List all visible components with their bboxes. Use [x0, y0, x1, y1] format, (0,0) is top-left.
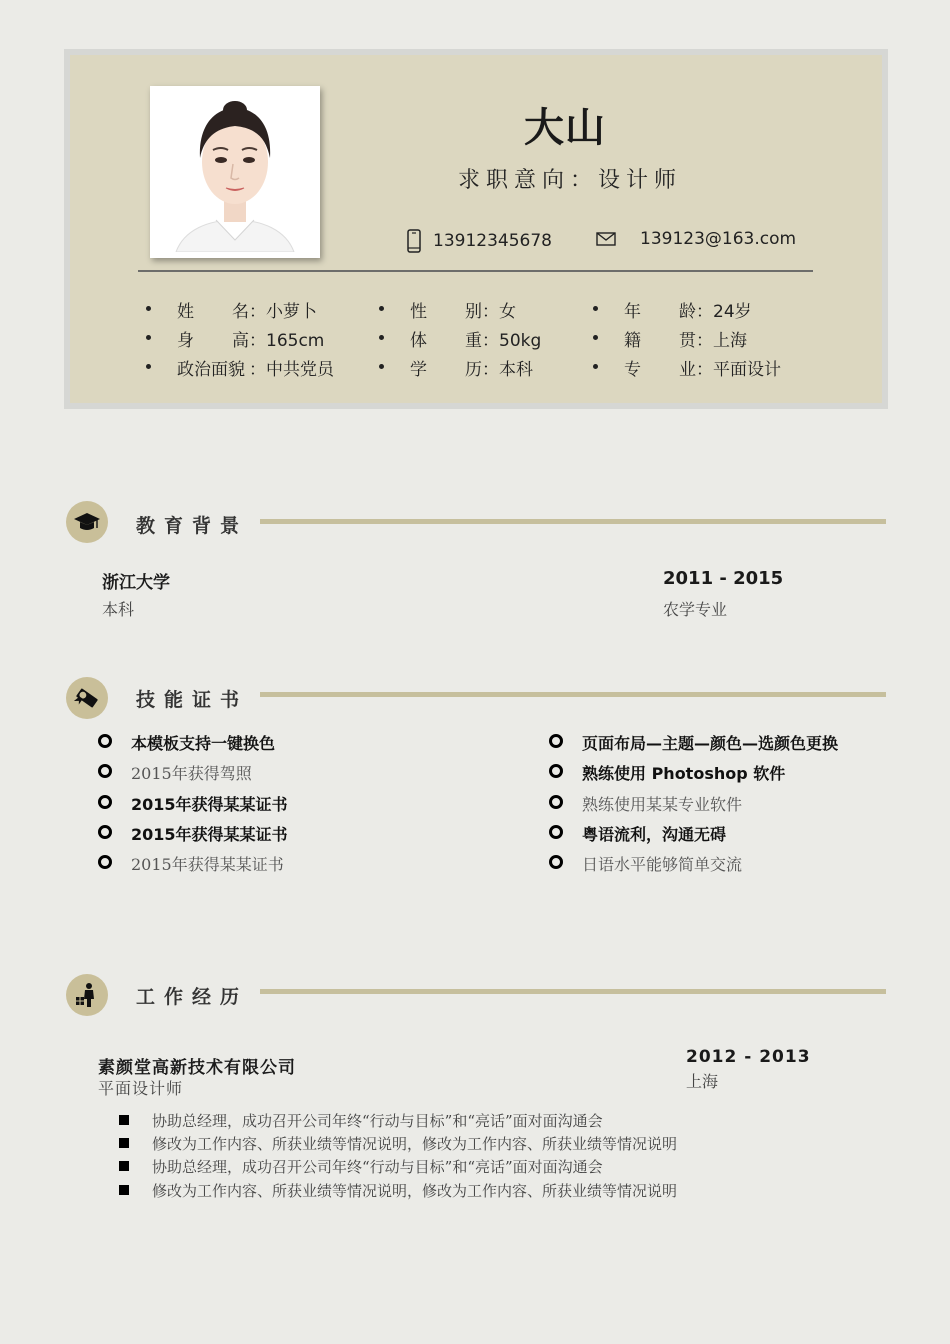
bullet-icon — [146, 335, 151, 340]
skill-text: 2015年获得某某证书 — [131, 855, 284, 874]
duty-item — [152, 1110, 603, 1131]
info-value: 小萝卜 — [266, 302, 317, 322]
skill-item — [582, 731, 838, 754]
skill-item — [131, 852, 284, 875]
duty-text: 修改为工作内容、所获业绩等情况说明，修改为工作内容、所获业绩等情况说明 — [152, 1135, 678, 1153]
square-bullet-icon — [119, 1115, 129, 1125]
skill-text: 熟练使用 Photoshop 软件 — [582, 764, 786, 783]
bullet-icon — [146, 306, 151, 311]
info-political: 政治面貌 ：中共党员 — [177, 355, 334, 380]
certificate-icon — [73, 684, 101, 712]
duty-text: 协助总经理，成功召开公司年终“行动与目标”和“亮话”面对面沟通会 — [152, 1112, 603, 1130]
bullet-icon — [593, 306, 598, 311]
skill-item — [582, 761, 785, 784]
skill-text: 2015年获得驾照 — [131, 764, 252, 783]
skill-text: 页面布局—主题—颜色—选颜色更换 — [582, 734, 839, 753]
info-label: 籍 贯 — [624, 331, 696, 351]
header-divider — [138, 270, 813, 272]
info-label: 性 别 — [410, 302, 482, 322]
work-period: 2012 - 2013 — [686, 1047, 811, 1067]
ring-bullet-icon — [549, 764, 563, 778]
email-contact — [596, 229, 796, 249]
duty-item — [152, 1156, 603, 1177]
info-label: 政治面貌 — [177, 360, 245, 380]
skill-text: 粤语流利，沟通无碍 — [582, 825, 727, 844]
work-title: 工作经历 — [136, 986, 249, 1008]
company-name: 素颜堂高新技术有限公司 — [98, 1058, 296, 1078]
skill-item — [582, 792, 742, 815]
info-label: 专 业 — [624, 360, 696, 380]
square-bullet-icon — [119, 1161, 129, 1171]
skill-item — [131, 761, 252, 784]
job-intent: 求职意向：设计师 — [457, 168, 682, 193]
info-label: 身 高 — [177, 331, 249, 351]
job-role: 平面设计师 — [98, 1079, 184, 1098]
ring-bullet-icon — [98, 795, 112, 809]
skills-section-icon — [66, 677, 108, 719]
info-name: 姓 名：小萝卜 — [177, 297, 317, 322]
education-section-icon — [66, 501, 108, 543]
education-major: 农学专业 — [663, 600, 728, 619]
info-value: 中共党员 — [266, 360, 334, 380]
phone-number: 13912345678 — [433, 231, 552, 251]
work-location: 上海 — [686, 1072, 719, 1091]
info-label: 年 龄 — [624, 302, 696, 322]
ring-bullet-icon — [98, 764, 112, 778]
work-section-icon — [66, 974, 108, 1016]
skill-text: 日语水平能够简单交流 — [582, 855, 743, 874]
ring-bullet-icon — [549, 855, 563, 869]
info-value: 165cm — [266, 331, 325, 351]
duty-item — [152, 1180, 677, 1201]
degree: 本科 — [102, 600, 135, 619]
education-period: 2011 - 2015 — [663, 568, 784, 589]
info-height: 身 高：165cm — [177, 326, 324, 351]
info-hometown: 籍 贯：上海 — [624, 326, 747, 351]
square-bullet-icon — [119, 1185, 129, 1195]
work-divider — [260, 989, 886, 994]
skill-item — [582, 852, 742, 875]
phone-contact — [405, 229, 552, 253]
candidate-name: 大山 — [524, 105, 606, 151]
skill-item — [131, 792, 288, 815]
skill-text: 熟练使用某某专业软件 — [582, 795, 743, 814]
skill-item — [582, 822, 726, 845]
skill-item — [131, 822, 288, 845]
bullet-icon — [593, 335, 598, 340]
bullet-icon — [146, 364, 151, 369]
ring-bullet-icon — [98, 825, 112, 839]
ring-bullet-icon — [549, 795, 563, 809]
skills-divider — [260, 692, 886, 697]
info-value: 上海 — [713, 331, 747, 351]
skill-text: 2015年获得某某证书 — [131, 825, 288, 844]
ring-bullet-icon — [549, 734, 563, 748]
info-value: 平面设计 — [713, 360, 781, 380]
mail-icon — [596, 232, 616, 246]
phone-icon — [405, 229, 423, 253]
info-education: 学 历：本科 — [410, 355, 533, 380]
ring-bullet-icon — [549, 825, 563, 839]
worker-icon — [73, 981, 101, 1009]
info-age: 年 龄：24岁 — [624, 297, 752, 322]
skill-text: 2015年获得某某证书 — [131, 795, 288, 814]
info-label: 学 历 — [410, 360, 482, 380]
skill-item — [131, 731, 275, 754]
info-value: 本科 — [499, 360, 533, 380]
info-label: 体 重 — [410, 331, 482, 351]
education-title: 教育背景 — [136, 515, 249, 537]
info-value: 24岁 — [713, 302, 752, 322]
portrait-image — [156, 92, 314, 252]
info-label: 姓 名 — [177, 302, 249, 322]
ring-bullet-icon — [98, 855, 112, 869]
bullet-icon — [379, 364, 384, 369]
info-value: 50kg — [499, 331, 542, 351]
bullet-icon — [379, 335, 384, 340]
info-major: 专 业：平面设计 — [624, 355, 781, 380]
square-bullet-icon — [119, 1138, 129, 1148]
info-weight: 体 重：50kg — [410, 326, 541, 351]
info-gender: 性 别：女 — [410, 297, 516, 322]
graduation-cap-icon — [73, 508, 101, 536]
profile-photo — [150, 86, 320, 258]
duty-item — [152, 1133, 677, 1154]
skills-title: 技能证书 — [136, 689, 249, 711]
skill-text: 本模板支持一键换色 — [131, 734, 276, 753]
duty-text: 修改为工作内容、所获业绩等情况说明，修改为工作内容、所获业绩等情况说明 — [152, 1182, 678, 1200]
school-name: 浙江大学 — [102, 573, 170, 593]
bullet-icon — [379, 306, 384, 311]
info-value: 女 — [499, 302, 516, 322]
duty-text: 协助总经理，成功召开公司年终“行动与目标”和“亮话”面对面沟通会 — [152, 1158, 603, 1176]
email-address: 139123@163.com — [640, 229, 797, 249]
bullet-icon — [593, 364, 598, 369]
ring-bullet-icon — [98, 734, 112, 748]
education-divider — [260, 519, 886, 524]
